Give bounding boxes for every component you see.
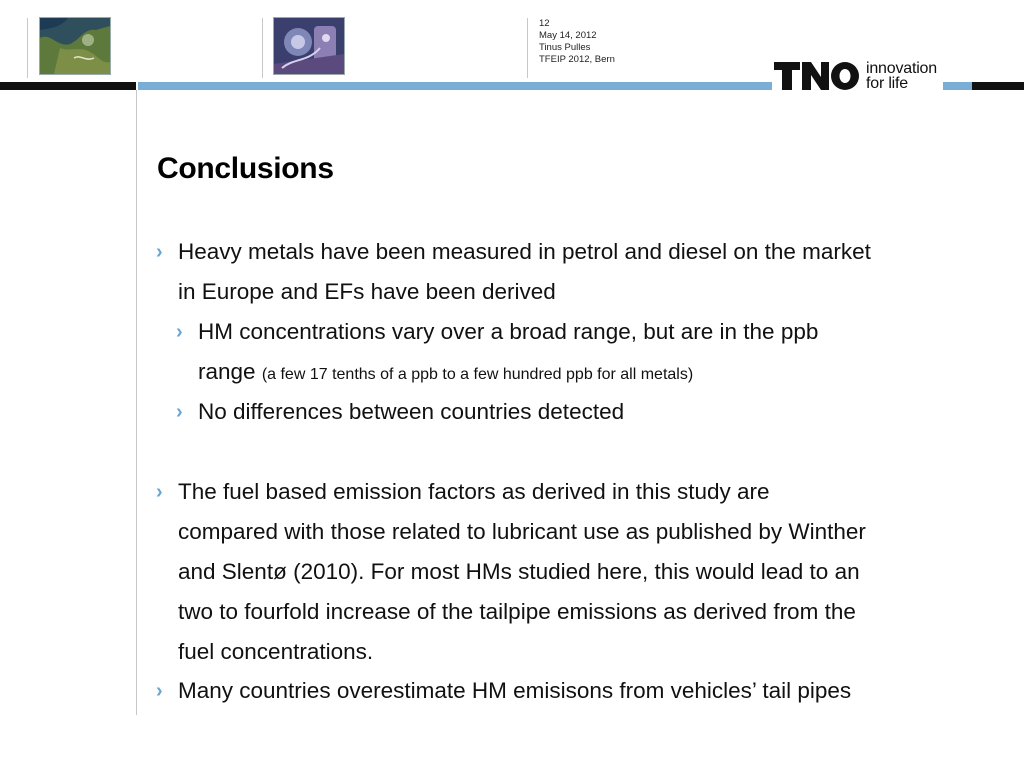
bullet-line: and Slentø (2010). For most HMs studied here, this would lead to an: [178, 559, 860, 584]
slide-meta: [539, 18, 615, 66]
bullet-line: HM concentrations vary over a broad range, but are in the ppb: [198, 319, 819, 344]
bullet-chevron-icon: ›: [156, 481, 163, 503]
bullet-line-note: (a few 17 tenths of a ppb to a few hundred ppb for all metals): [261, 366, 694, 383]
bullet-line: [198, 352, 978, 395]
slide-number: 12: [539, 18, 550, 29]
logo-tagline-line2: for life: [866, 75, 908, 92]
header-band-black: [30, 82, 136, 90]
bullet-line: two to fourfold increase of the tailpipe emissions as derived from the: [178, 599, 856, 624]
subbullet-no-differences: [176, 392, 978, 432]
header-divider-1: [27, 18, 28, 78]
bullet-chevron-icon: ›: [156, 241, 163, 263]
tno-logo-mark: [774, 60, 860, 92]
bullet-line: No differences between countries detected: [198, 399, 625, 424]
header-band-blue: [138, 82, 775, 90]
slide-date: May 14, 2012: [539, 30, 597, 41]
subbullet-hm-concentrations: [176, 312, 978, 395]
bullet-chevron-icon: ›: [176, 401, 183, 423]
engine-photo-thumbnail: [273, 17, 345, 75]
header-band-black-left: [0, 82, 30, 90]
tno-logo: [772, 58, 943, 94]
slide-title: Conclusions: [157, 152, 334, 185]
header-divider-3: [527, 18, 528, 78]
bullet-line: in Europe and EFs have been derived: [178, 279, 556, 304]
bullet-line: Heavy metals have been measured in petrol and diesel on the market: [178, 239, 871, 264]
bullet-chevron-icon: ›: [176, 321, 183, 343]
bullet-chevron-icon: ›: [156, 680, 163, 702]
bullet-fuel-based-emission-factors: [156, 472, 978, 672]
bullet-line: compared with those related to lubricant use as published by Winther: [178, 519, 866, 544]
slide-author: Tinus Pulles: [539, 42, 591, 53]
satellite-map-thumbnail: [39, 17, 111, 75]
bullet-line-main: range: [198, 359, 256, 384]
bullet-line: The fuel based emission factors as derived in this study are: [178, 479, 770, 504]
header-divider-2: [262, 18, 263, 78]
header-band-black-right: [972, 82, 1024, 90]
bullet-line: Many countries overestimate HM emisisons from vehicles’ tail pipes: [178, 678, 852, 703]
bullet-heavy-metals-measured: [156, 232, 978, 312]
slide-event: TFEIP 2012, Bern: [539, 54, 615, 65]
logo-tagline-line1: innovation: [866, 60, 937, 77]
bullet-countries-overestimate: [156, 671, 978, 711]
bullet-line: fuel concentrations.: [178, 639, 374, 664]
left-margin-divider: [136, 90, 137, 715]
logo-tagline: [866, 61, 937, 91]
